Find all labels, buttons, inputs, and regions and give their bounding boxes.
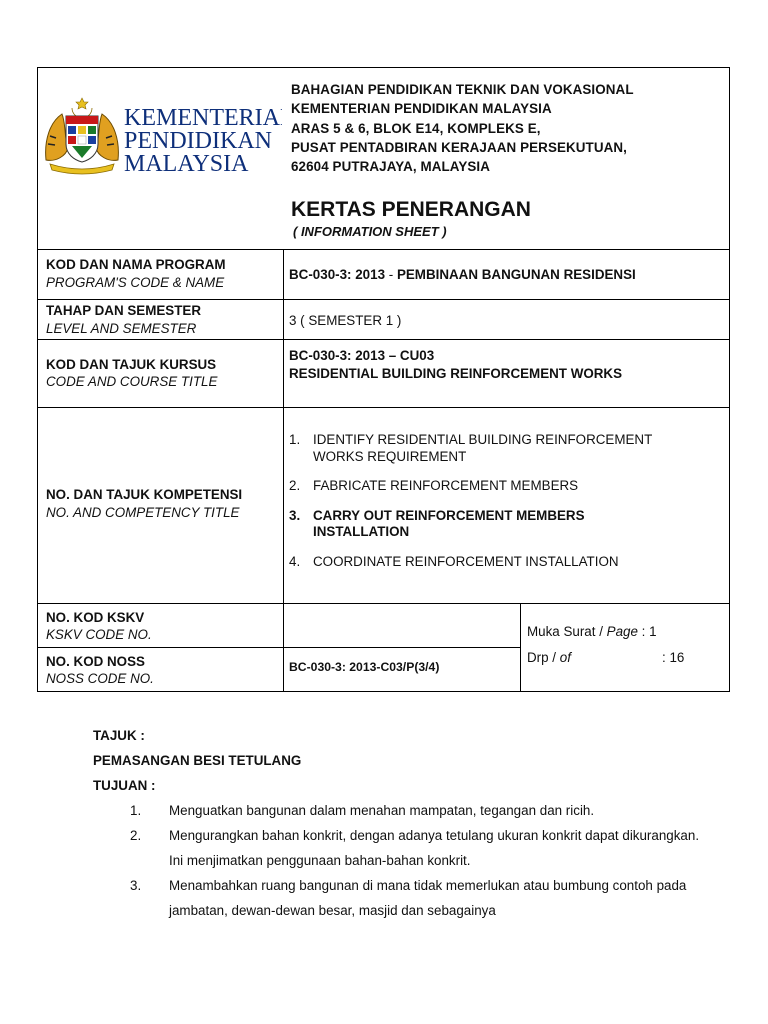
program-label-en: PROGRAM'S CODE & NAME (46, 275, 225, 290)
objective-number: 2. (130, 828, 142, 843)
competency-list (289, 432, 719, 583)
info-sheet-table (37, 67, 730, 692)
objective-number: 3. (130, 878, 142, 893)
program-label: KOD DAN NAMA PROGRAM (46, 257, 226, 272)
objective-item (93, 873, 709, 923)
tajuk-label: TAJUK : (93, 728, 145, 743)
address-line: 62604 PUTRAJAYA, MALAYSIA (291, 159, 490, 175)
noss-label-en: NOSS CODE NO. (46, 671, 154, 686)
address-line: BAHAGIAN PENDIDIKAN TEKNIK DAN VOKASIONAL (291, 82, 634, 97)
logo-line-3: MALAYSIA (124, 151, 249, 176)
page-value: : 1 (637, 624, 657, 639)
objective-number: 1. (130, 803, 142, 818)
logo-line-1: KEMENTERIAN (124, 105, 282, 131)
program-name: PEMBINAAN BANGUNAN RESIDENSI (396, 267, 636, 282)
competency-item (289, 432, 719, 465)
page-label-ms: Muka Surat / (527, 624, 607, 639)
competency-label-en: NO. AND COMPETENCY TITLE (46, 505, 240, 520)
competency-text-line: CARRY OUT REINFORCEMENT MEMBERS (313, 507, 585, 523)
ministry-address (291, 80, 634, 176)
competency-number: 2. (289, 478, 301, 493)
document-body (93, 723, 709, 923)
objective-text: Mengurangkan bahan konkrit, dengan adanya tetulang ukuran konkrit dapat dikurangkan. Ini menjimatkan penggunaan bahan-bahan konkrit. (169, 828, 700, 868)
course-label-en: CODE AND COURSE TITLE (46, 374, 218, 389)
coat-of-arms-icon (42, 96, 282, 176)
tujuan-label: TUJUAN : (93, 778, 156, 793)
page-number (527, 624, 657, 639)
noss-label: NO. KOD NOSS (46, 654, 145, 669)
objective-text: Menambahkan ruang bangunan di mana tidak memerlukan atau bumbung contoh pada jambatan, dewan-dewan besar, masjid dan sebagainya (169, 878, 687, 918)
of-label-en: of (559, 650, 571, 665)
tajuk-value: PEMASANGAN BESI TETULANG (93, 753, 302, 768)
objective-item (93, 798, 709, 823)
objective-text: Menguatkan bangunan dalam menahan mampatan, tegangan dan ricih. (169, 803, 595, 818)
of-label-ms: Drp / (527, 650, 560, 665)
course-title: RESIDENTIAL BUILDING REINFORCEMENT WORKS (289, 366, 623, 381)
logo-line-2: PENDIDIKAN (124, 128, 272, 154)
level-label: TAHAP DAN SEMESTER (46, 303, 201, 318)
level-value: 3 ( SEMESTER 1 ) (289, 313, 402, 328)
competency-text-line: COORDINATE REINFORCEMENT INSTALLATION (313, 553, 619, 569)
course-label: KOD DAN TAJUK KURSUS (46, 357, 217, 372)
kskv-label-en: KSKV CODE NO. (46, 627, 152, 642)
competency-text-line: IDENTIFY RESIDENTIAL BUILDING REINFORCEMENT (313, 432, 653, 447)
program-value (289, 267, 636, 282)
competency-number: 4. (289, 553, 301, 569)
sheet-title: KERTAS PENERANGAN (291, 198, 531, 221)
level-label-en: LEVEL AND SEMESTER (46, 321, 197, 336)
noss-value: BC-030-3: 2013-C03/P(3/4) (289, 660, 440, 674)
kskv-label: NO. KOD KSKV (46, 610, 145, 625)
competency-item (289, 478, 719, 495)
competency-number: 3. (289, 507, 301, 523)
competency-text-line: FABRICATE REINFORCEMENT MEMBERS (313, 478, 579, 493)
address-line: ARAS 5 & 6, BLOK E14, KOMPLEKS E, (291, 120, 541, 136)
page-total-label (527, 650, 571, 665)
objective-item (93, 823, 709, 873)
competency-number: 1. (289, 432, 301, 447)
competency-label: NO. DAN TAJUK KOMPETENSI (46, 487, 243, 502)
address-line: KEMENTERIAN PENDIDIKAN MALAYSIA (291, 101, 552, 117)
course-code: BC-030-3: 2013 – CU03 (289, 348, 435, 363)
page-label-en: Page (606, 624, 638, 639)
program-separator: - (385, 267, 397, 282)
address-line: PUSAT PENTADBIRAN KERAJAAN PERSEKUTUAN, (291, 139, 627, 155)
competency-item (289, 554, 719, 571)
program-code: BC-030-3: 2013 (289, 267, 386, 282)
sheet-subtitle: ( INFORMATION SHEET ) (293, 224, 447, 239)
page-total: : 16 (662, 650, 685, 665)
competency-text-line: INSTALLATION (313, 524, 410, 539)
competency-text-line: WORKS REQUIREMENT (313, 448, 467, 464)
ministry-logo (42, 96, 282, 176)
competency-item-current (289, 508, 719, 541)
